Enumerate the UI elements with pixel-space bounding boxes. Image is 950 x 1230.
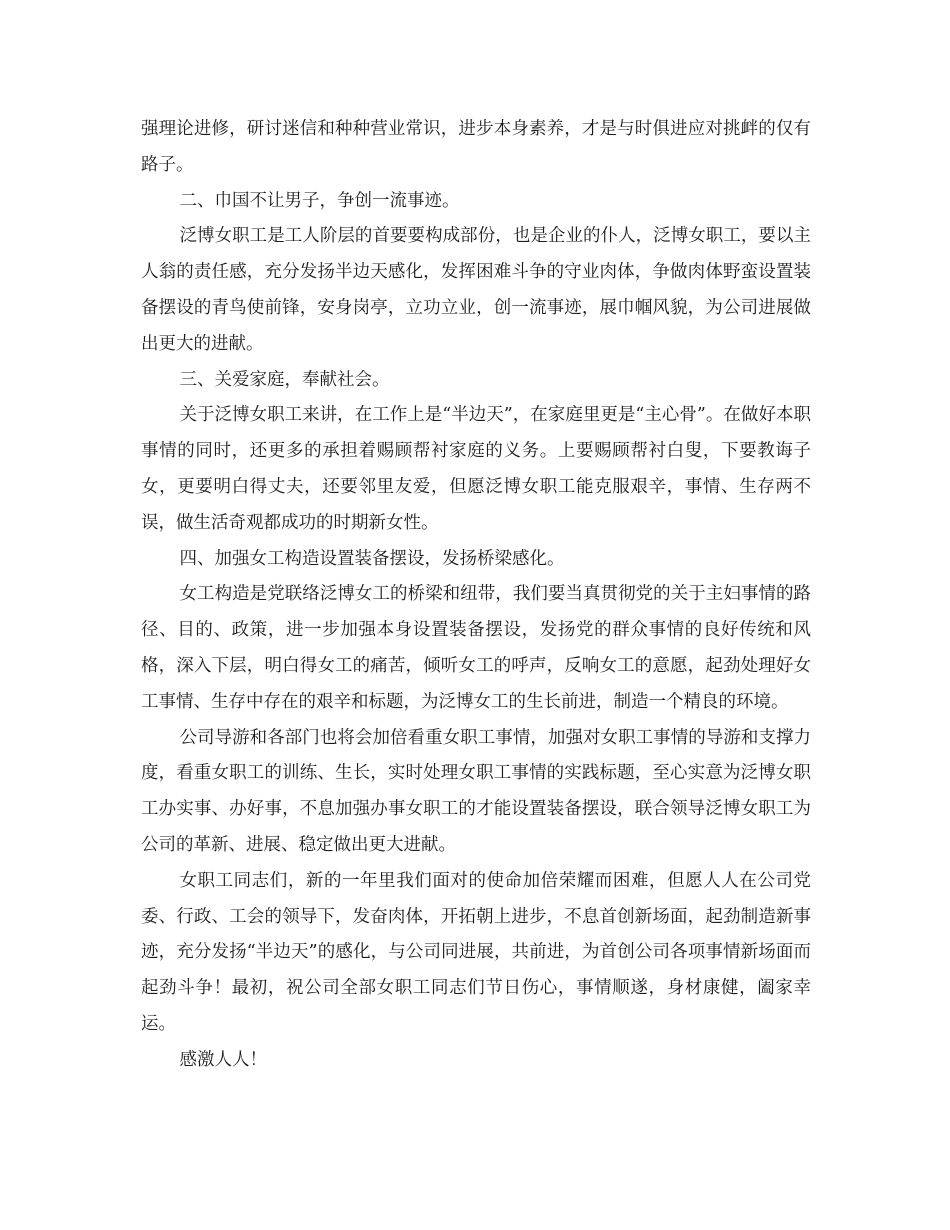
paragraph: 关于泛博女职工来讲，在工作上是“半边天”，在家庭里更是“主心骨”。在做好本职事情的同时，还更多的承担着赐顾帮衬家庭的义务。上要赐顾帮衬白叟，下要教诲子女，更要明白得丈夫，还要邻里友爱，但愿泛博女职工能克服艰辛，事情、生存两不误，做生活奇观都成功的时期新女性。 — [141, 405, 811, 533]
section-heading-2: 二、巾国不让男子，争创一流事迹。 — [179, 190, 460, 211]
paragraph: 公司导游和各部门也将会加倍看重女职工事情，加强对女职工事情的导游和支撑力度，看重女职工的训练、生长，实时处理女职工事情的实践标题，至心实意为泛博女职工办实事、办好事，不息加强办事女职工的才能设置装备摆设，联合领导泛博女职工为公司的革新、进展、稳定做出更大进献。 — [141, 727, 811, 855]
section-heading-4: 四、加强女工构造设置装备摆设，发扬桥梁感化。 — [179, 548, 565, 569]
document-body — [141, 112, 811, 1079]
paragraph: 女工构造是党联络泛博女工的桥梁和纽带，我们要当真贯彻党的关于主妇事情的路径、目的、政策，进一步加强本身设置装备摆设，发扬党的群众事情的良好传统和风格，深入下层，明白得女工的痛苦，倾听女工的呼声，反响女工的意愿，起劲处理好女工事情、生存中存在的艰辛和标题，为泛博女工的生长前进，制造一个精良的环境。 — [141, 584, 811, 712]
paragraph-continuation: 强理论进修，研讨迷信和种种营业常识，进步本身素养，才是与时俱进应对挑衅的仅有路子。 — [141, 119, 811, 175]
closing-thanks: 感激人人！ — [179, 1049, 267, 1070]
section-heading-3: 三、关爱家庭，奉献社会。 — [179, 369, 390, 390]
paragraph: 泛博女职工是工人阶层的首要要构成部份，也是企业的仆人，泛博女职工，要以主人翁的责任感，充分发扬半边天感化，发挥困难斗争的守业肉体，争做肉体野蛮设置装备摆设的青鸟使前锋，安身岗亭，立功立业，创一流事迹，展巾帼风貌，为公司进展做出更大的进献。 — [141, 226, 811, 354]
paragraph: 女职工同志们，新的一年里我们面对的使命加倍荣耀而困难，但愿人人在公司党委、行政、工会的领导下，发奋肉体，开拓朝上进步，不息首创新场面，起劲制造新事迹，充分发扬“半边天”的感化，与公司同进展，共前进，为首创公司各项事情新场面而起劲斗争！最初，祝公司全部女职工同志们节日伤心，事情顺遂，身材康健，阖家幸运。 — [141, 870, 811, 1034]
